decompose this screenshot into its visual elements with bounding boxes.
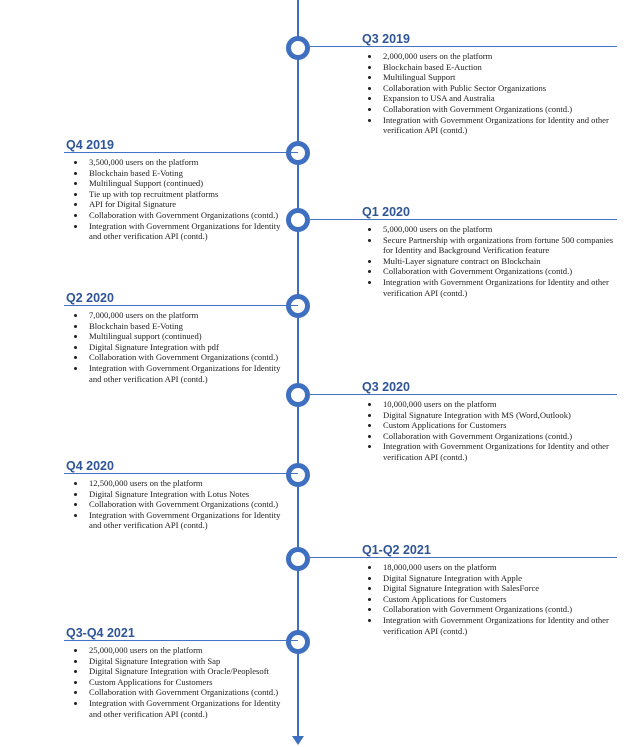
milestone-divider: [64, 152, 298, 153]
timeline-arrow-head: [292, 736, 304, 745]
milestone-divider: [307, 219, 617, 220]
list-item: 2,000,000 users on the platform: [366, 51, 617, 62]
milestone-q1-2020: [307, 205, 617, 298]
milestone-item-list: [72, 157, 292, 242]
milestone-item-list: [366, 562, 617, 636]
list-item: Digital Signature Integration with Lotus Notes: [72, 489, 292, 500]
list-item: Collaboration with Government Organizations (contd.): [72, 687, 292, 698]
list-item: Integration with Government Organizations for Identity and other verification API (contd.): [366, 615, 617, 636]
milestone-item-list: [366, 399, 617, 463]
milestone-item-list: [72, 478, 292, 531]
list-item: 3,500,000 users on the platform: [72, 157, 292, 168]
list-item: Collaboration with Government Organizations (contd.): [72, 210, 292, 221]
list-item: Collaboration with Government Organizations (contd.): [366, 431, 617, 442]
list-item: Integration with Government Organizations for Identity and other verification API (contd.): [72, 221, 292, 242]
milestone-divider: [64, 640, 298, 641]
list-item: Integration with Government Organizations for Identity and other verification API (contd.): [72, 510, 292, 531]
list-item: Multi-Layer signature contract on Blockchain: [366, 256, 617, 267]
milestone-q3-2019: [307, 32, 617, 136]
list-item: Integration with Government Organizations for Identity and other verification API (contd.): [72, 363, 292, 384]
list-item: Custom Applications for Customers: [366, 594, 617, 605]
list-item: Blockchain based E-Voting: [72, 321, 292, 332]
list-item: Secure Partnership with organizations from fortune 500 companies for Identity and Background Verification feature: [366, 235, 617, 256]
list-item: 25,000,000 users on the platform: [72, 645, 292, 656]
milestone-divider: [307, 557, 617, 558]
list-item: Custom Applications for Customers: [366, 420, 617, 431]
milestone-title: Q3 2020: [362, 380, 410, 394]
milestone-item-list: [366, 224, 617, 298]
milestone-q3-q4-2021: [64, 626, 292, 719]
milestone-q1-q2-2021: [307, 543, 617, 636]
list-item: Integration with Government Organizations for Identity and other verification API (contd.): [366, 441, 617, 462]
milestone-title: Q1-Q2 2021: [362, 543, 431, 557]
list-item: Collaboration with Government Organizations (contd.): [366, 104, 617, 115]
list-item: Collaboration with Government Organizations (contd.): [366, 604, 617, 615]
list-item: Collaboration with Public Sector Organizations: [366, 83, 617, 94]
milestone-divider: [307, 394, 617, 395]
list-item: Multilingual Support: [366, 72, 617, 83]
milestone-divider: [64, 305, 298, 306]
list-item: Digital Signature Integration with Oracle/Peoplesoft: [72, 666, 292, 677]
milestone-title: Q3 2019: [362, 32, 410, 46]
milestone-title: Q4 2020: [66, 459, 114, 473]
list-item: Digital Signature Integration with pdf: [72, 342, 292, 353]
milestone-q4-2019: [64, 138, 292, 242]
list-item: 10,000,000 users on the platform: [366, 399, 617, 410]
list-item: Custom Applications for Customers: [72, 677, 292, 688]
milestone-title: Q1 2020: [362, 205, 410, 219]
list-item: Multilingual support (continued): [72, 331, 292, 342]
list-item: 18,000,000 users on the platform: [366, 562, 617, 573]
list-item: Collaboration with Government Organizations (contd.): [72, 352, 292, 363]
list-item: Digital Signature Integration with Sap: [72, 656, 292, 667]
list-item: Blockchain based E-Auction: [366, 62, 617, 73]
list-item: 5,000,000 users on the platform: [366, 224, 617, 235]
milestone-title: Q2 2020: [66, 291, 114, 305]
list-item: Integration with Government Organizations for Identity and other verification API (contd.): [366, 277, 617, 298]
list-item: Collaboration with Government Organizations (contd.): [366, 266, 617, 277]
list-item: Multilingual Support (continued): [72, 178, 292, 189]
list-item: Digital Signature Integration with MS (Word,Outlook): [366, 410, 617, 421]
list-item: Digital Signature Integration with Apple: [366, 573, 617, 584]
list-item: Blockchain based E-Voting: [72, 168, 292, 179]
list-item: 7,000,000 users on the platform: [72, 310, 292, 321]
list-item: Collaboration with Government Organizations (contd.): [72, 499, 292, 510]
milestone-q3-2020: [307, 380, 617, 463]
milestone-item-list: [366, 51, 617, 136]
list-item: API for Digital Signature: [72, 199, 292, 210]
list-item: Integration with Government Organizations for Identity and other verification API (contd.): [366, 115, 617, 136]
milestone-item-list: [72, 645, 292, 719]
list-item: Tie up with top recruitment platforms: [72, 189, 292, 200]
milestone-q4-2020: [64, 459, 292, 531]
list-item: 12,500,000 users on the platform: [72, 478, 292, 489]
milestone-divider: [307, 46, 617, 47]
list-item: Integration with Government Organizations for Identity and other verification API (contd.): [72, 698, 292, 719]
timeline-axis: [297, 0, 299, 738]
list-item: Expansion to USA and Australia: [366, 93, 617, 104]
list-item: Digital Signature Integration with SalesForce: [366, 583, 617, 594]
milestone-title: Q3-Q4 2021: [66, 626, 135, 640]
milestone-q2-2020: [64, 291, 292, 384]
milestone-title: Q4 2019: [66, 138, 114, 152]
milestone-divider: [64, 473, 298, 474]
milestone-item-list: [72, 310, 292, 384]
